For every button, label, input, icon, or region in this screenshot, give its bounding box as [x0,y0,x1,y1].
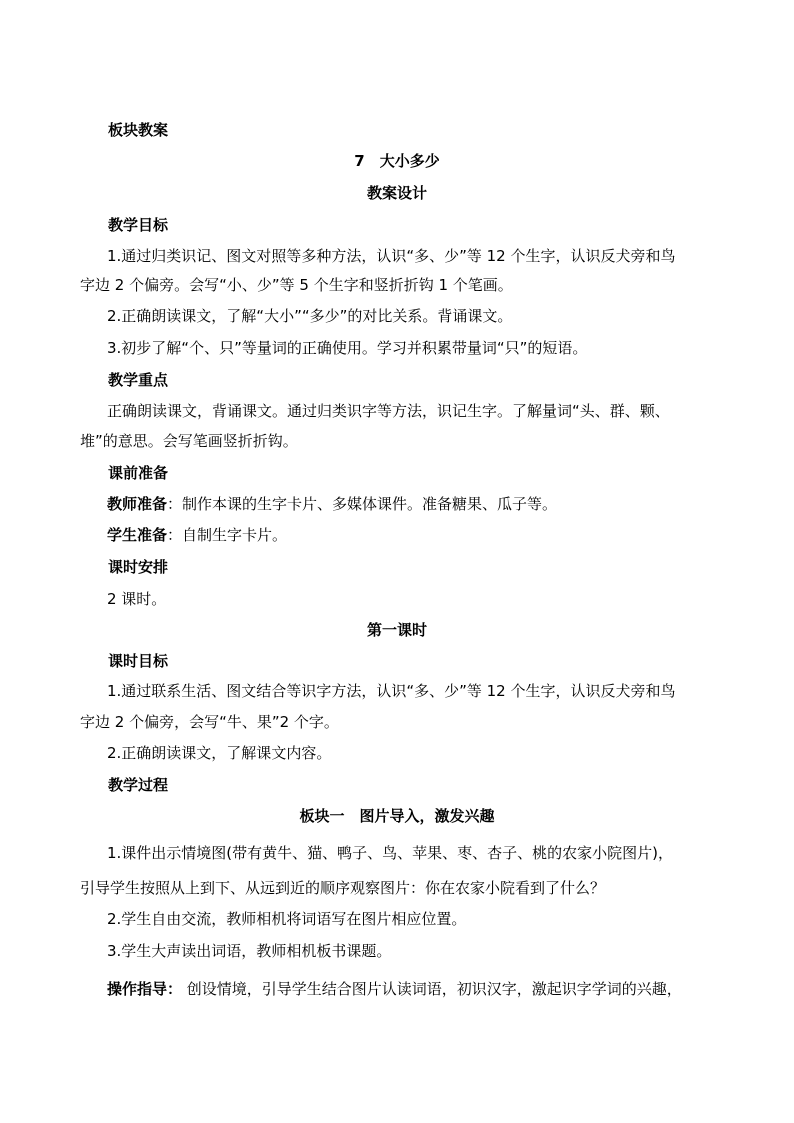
lesson-title: 7 大小多少 [354,152,440,170]
first-lesson-title: 第一课时 [366,621,427,639]
student-prep-label: 学生准备 [107,526,168,544]
teacher-prep-label: 教师准备 [107,495,168,513]
step-2: 2.学生自由交流，教师相机将词语写在图片相应位置。 [107,910,467,928]
student-prep-text: ：自制生字卡片。 [167,526,288,544]
schedule-text: 2 课时。 [107,590,167,608]
goals-heading: 教学目标 [108,216,169,234]
step-1-line-2: 引导学生按照从上到下、从远到近的顺序观察图片：你在农家小院看到了什么？ [80,879,606,897]
step-3: 3.学生大声读出词语，教师相机板书课题。 [107,942,392,960]
operation-guide-label: 操作指导： [107,980,183,998]
key-points-line-1: 正确朗读课文，背诵课文。通过归类识字等方法，识记生字。了解量词“头、群、颗、 [107,402,670,420]
lesson-goal-1-line-2: 字边 2 个偏旁，会写“牛、果”2 个字。 [80,713,339,731]
prep-heading: 课前准备 [108,464,169,482]
step-1-line-1: 1.课件出示情境图(带有黄牛、猫、鸭子、鸟、苹果、枣、杏子、桃的农家小院图片)， [107,844,674,862]
lesson-goals-heading: 课时目标 [108,652,169,670]
goal-item-2: 2.正确朗读课文，了解“大小”“多少”的对比关系。背诵课文。 [107,307,513,325]
lesson-goal-2: 2.正确朗读课文，了解课文内容。 [107,744,332,762]
key-points-line-2: 堆”的意思。会写笔画竖折折钩。 [80,432,298,450]
lesson-goal-1-line-1: 1.通过联系生活、图文结合等识字方法，认识“多、少”等 12 个生字，认识反犬旁和鸟 [107,682,676,700]
design-title: 教案设计 [366,184,427,202]
goal-item-3: 3.初步了解“个、只”等量词的正确使用。学习并积累带量词“只”的短语。 [107,339,588,357]
teacher-prep [107,494,557,514]
operation-guide [107,979,682,999]
section-label: 板块教案 [108,121,169,139]
operation-guide-text: 创设情境，引导学生结合图片认读词语，初识汉字，激起识字学词的兴趣， [186,980,682,998]
process-heading: 教学过程 [108,776,169,794]
student-prep [107,525,287,545]
goal-item-1-line-1: 1.通过归类识记、图文对照等多种方法，认识“多、少”等 12 个生字，认识反犬旁和鸟 [107,247,676,265]
key-points-heading: 教学重点 [108,371,169,389]
teacher-prep-text: ：制作本课的生字卡片、多媒体课件。准备糖果、瓜子等。 [167,495,558,513]
block-1-title: 板块一 图片导入，激发兴趣 [299,807,495,825]
goal-item-1-line-2: 字边 2 个偏旁。会写“小、少”等 5 个生字和竖折折钩 1 个笔画。 [80,276,513,294]
schedule-heading: 课时安排 [108,558,169,576]
